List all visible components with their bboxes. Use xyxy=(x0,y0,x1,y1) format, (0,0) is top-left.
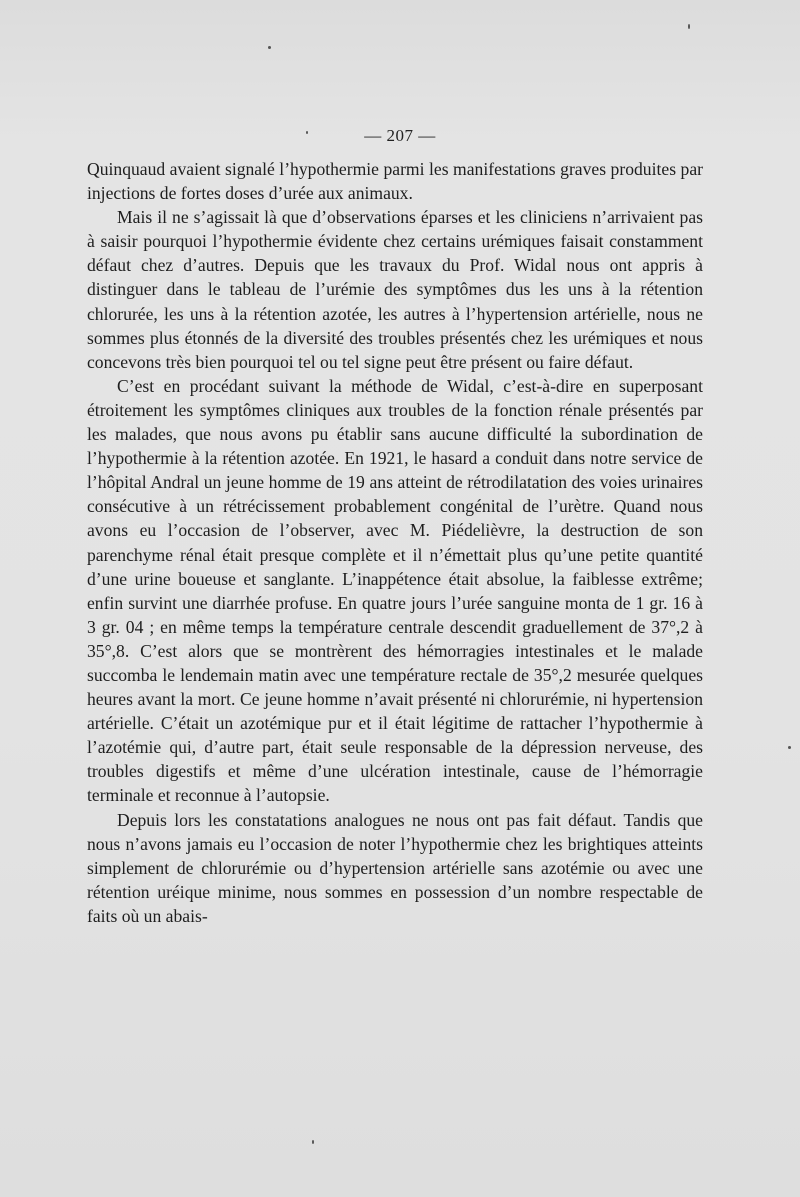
scan-speck xyxy=(268,46,271,49)
page-number: — 207 — xyxy=(364,126,436,145)
paragraph-1: Quinquaud avaient signalé l’hypothermie parmi les manifestations graves produites par injections de fortes doses d’urée aux animaux. xyxy=(87,159,703,204)
scan-speck xyxy=(312,1140,314,1144)
paragraph-4: Depuis lors les constatations analogues ne nous ont pas fait défaut. Tandis que nous n’avons jamais eu l’occasion de noter l’hypothermie chez les brightiques atteints simplement de chlorurémie ou d’hypertension artérielle sans azotémie ou avec une rétention uréique minime, nous sommes en possession d’un nombre respectable de faits où un abais- xyxy=(87,809,703,926)
body-text xyxy=(87,157,703,928)
scan-speck xyxy=(688,24,690,29)
paragraph-2: Mais il ne s’agissait là que d’observations éparses et les cliniciens n’arrivaient pas à saisir pourquoi l’hypothermie évidente chez certains urémiques faisait constamment défaut chez d’autres. Depuis que les travaux du Prof. Widal nous ont appris à distinguer dans le tableau de l’urémie des symptômes dus les uns à la rétention chlorurée, les uns à la rétention azotée, les autres à l’hypertension artérielle, nous ne sommes plus étonnés de la diversité des troubles présentés chez les urémiques et nous concevons très bien pourquoi tel ou tel signe peut être présent ou faire défaut. xyxy=(87,207,703,372)
paragraph-3: C’est en procédant suivant la méthode de Widal, c’est-à-dire en superposant étroitement les symptômes cliniques aux troubles de la fonction rénale présentés par les malades, que nous avons pu établir sans aucune difficulté la subordination de l’hypothermie à la rétention azotée. En 1921, le hasard a conduit dans notre service de l’hôpital Andral un jeune homme de 19 ans atteint de rétrodilatation des voies urinaires consécutive à un rétrécissement probablement congénital de l’urètre. Quand nous avons eu l’occasion de l’observer, avec M. Piédelièvre, la destruction de son parenchyme rénal était presque complète et il n’émettait plus qu’une petite quantité d’une urine boueuse et sanglante. L’inappétence était absolue, la faiblesse extrême; enfin survint une diarrhée profuse. En quatre jours l’urée sanguine monta de 1 gr. 16 à 3 gr. 04 ; en même temps la température centrale descendit graduellement de 37°,2 à 35°,8. C’est alors que se montrèrent des hémorragies intestinales et le malade succomba le lendemain matin avec une température rectale de 35°,2 mesurée quelques heures avant la mort. Ce jeune homme n’avait présenté ni chlorurémie, ni hypertension artérielle. C’était un azotémique pur et il était légitime de rattacher l’hypothermie à l’azotémie qui, d’autre part, était seule responsable de la dépression nerveuse, des troubles digestifs et même d’une ulcération intestinale, cause de l’hémorragie terminale et reconnue à l’autopsie. xyxy=(87,375,703,806)
scan-speck xyxy=(306,131,308,134)
scan-speck xyxy=(788,746,791,749)
